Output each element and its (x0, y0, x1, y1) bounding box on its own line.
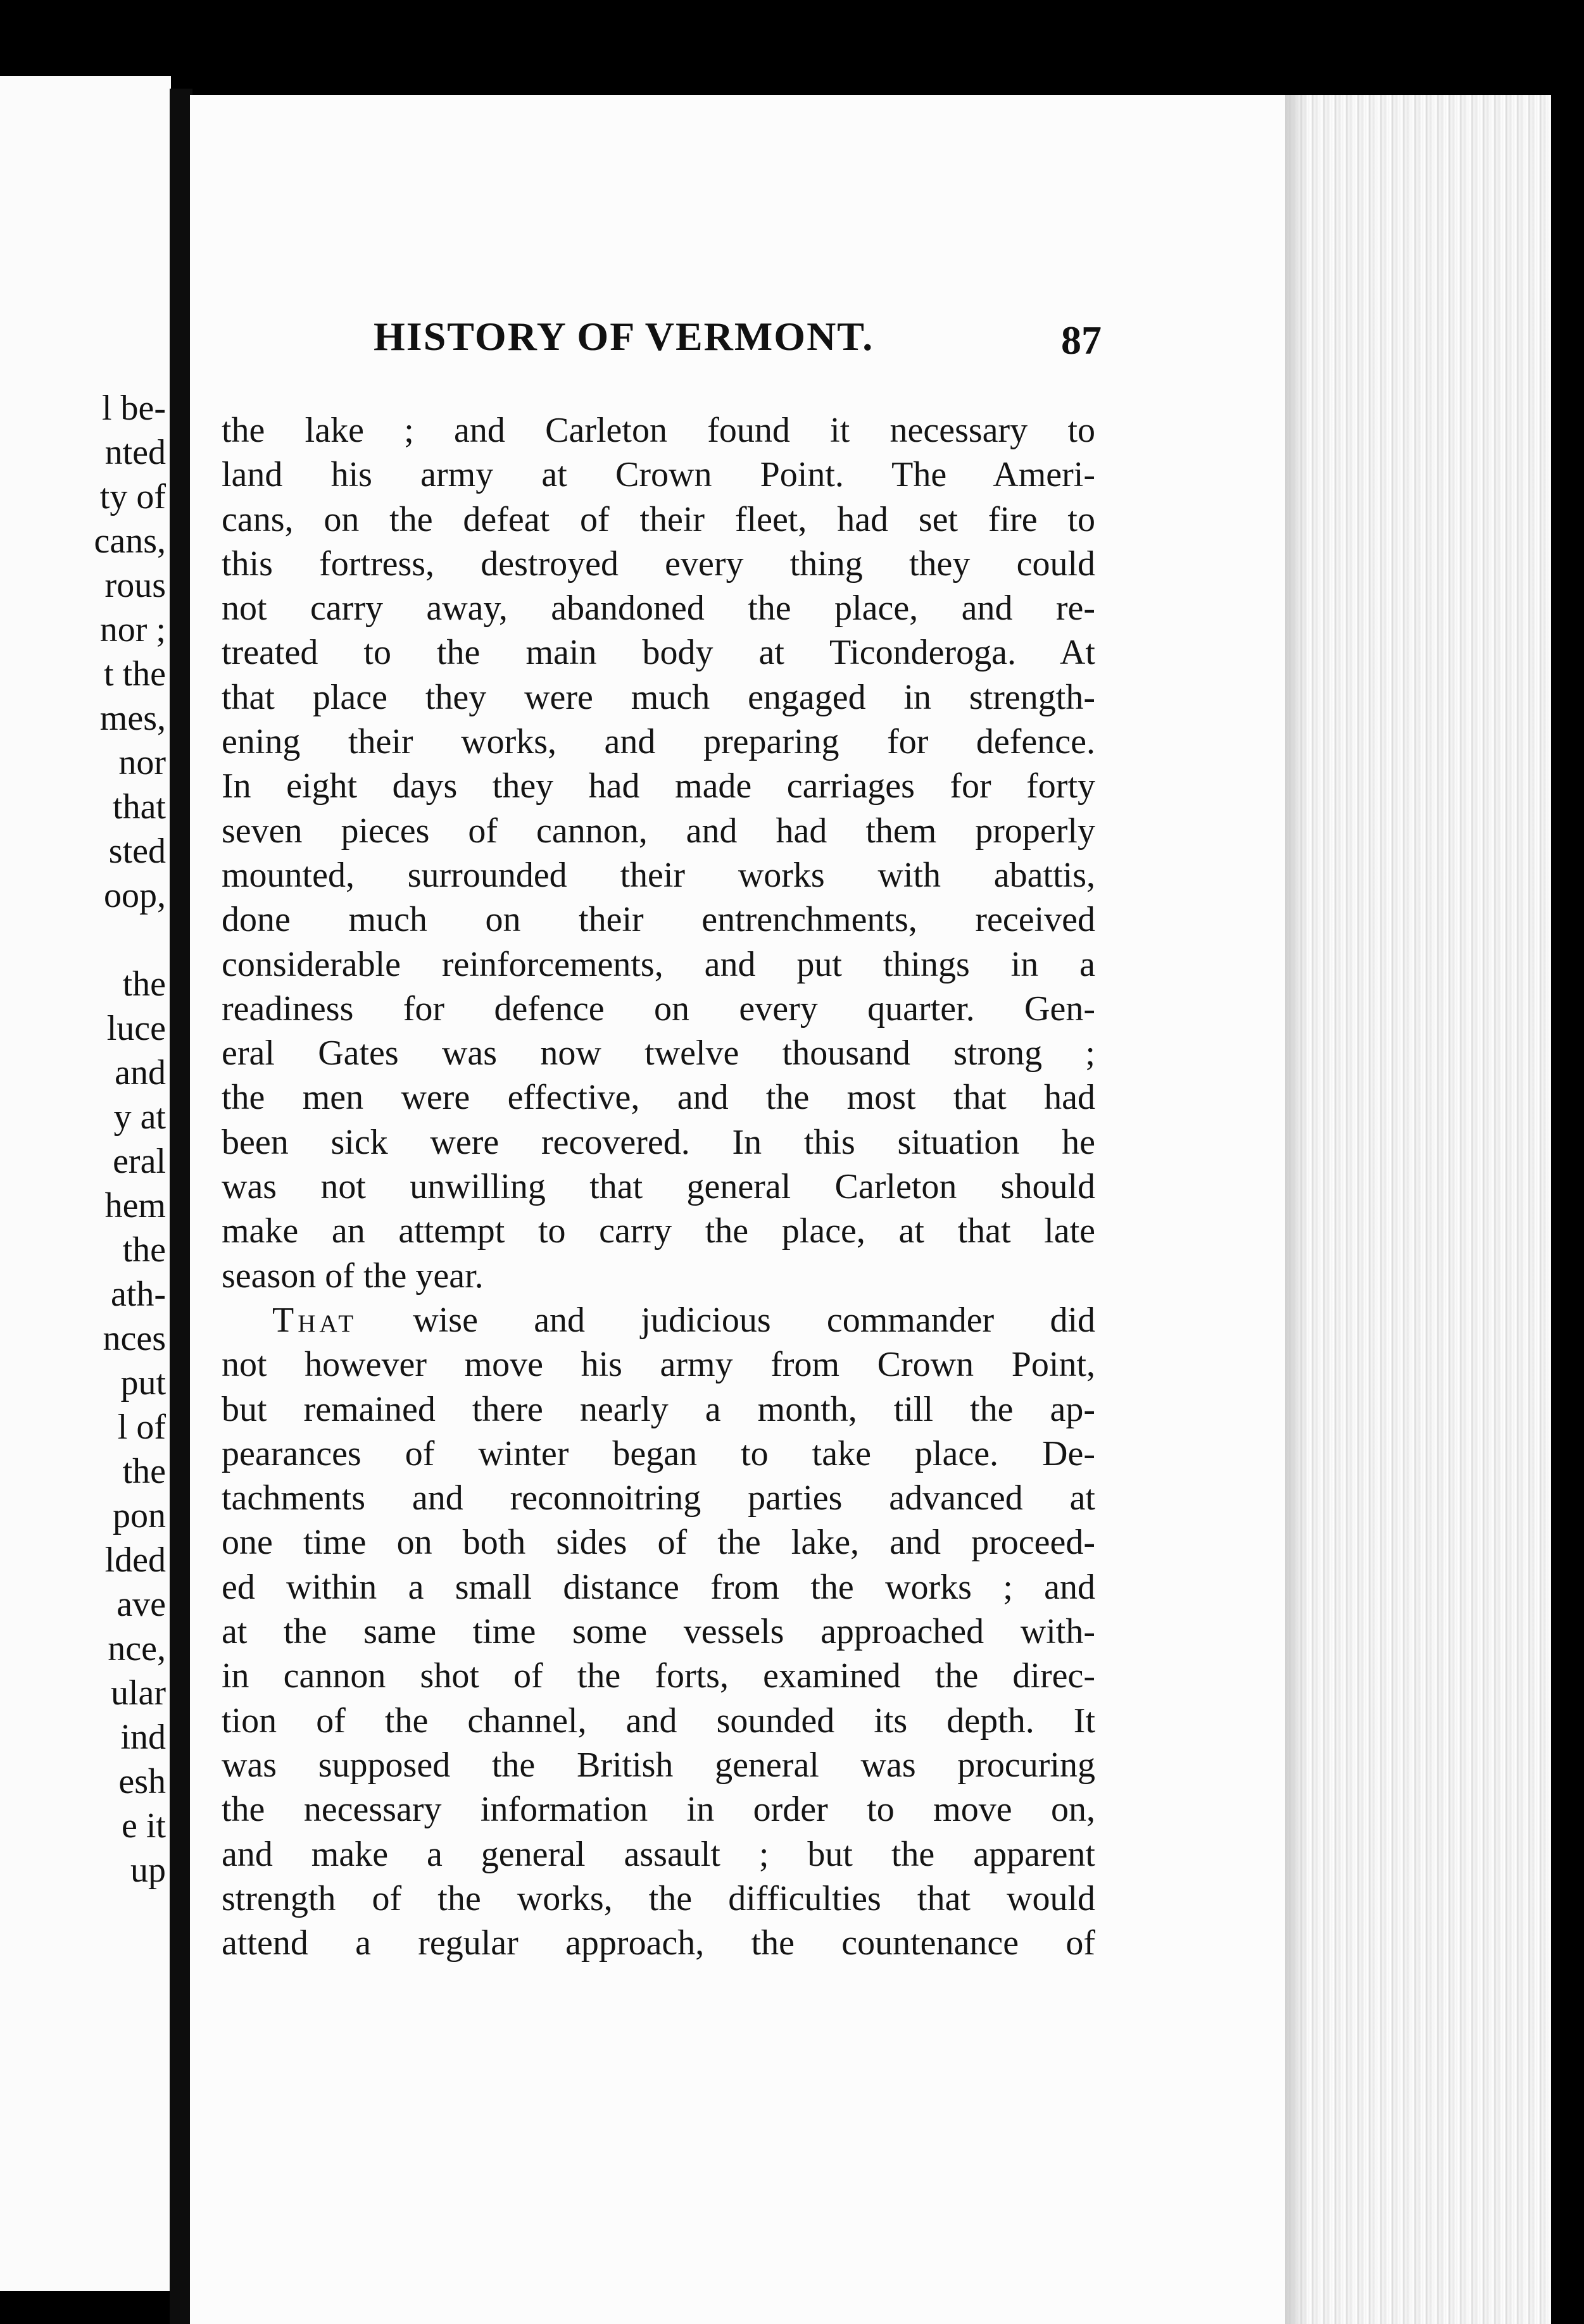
left-line: luce (106, 1009, 166, 1048)
text-line: the lake ; and Carleton found it necessary to (222, 411, 1095, 450)
left-line: the (122, 1230, 166, 1270)
left-line: and (115, 1053, 166, 1092)
left-line: the (122, 1452, 166, 1491)
left-line: ty of (99, 477, 166, 516)
left-line: ath- (110, 1275, 166, 1314)
text-line: ed within a small distance from the works ; and (222, 1567, 1095, 1607)
left-line: l be- (101, 389, 166, 428)
left-line: the (122, 965, 166, 1004)
left-line: up (130, 1851, 166, 1890)
running-title: HISTORY OF VERMONT. (374, 314, 874, 359)
left-line: that (113, 787, 166, 827)
text-line: land his army at Crown Point. The Ameri- (222, 455, 1095, 495)
left-line: hem (104, 1186, 166, 1225)
page-header (374, 313, 1102, 377)
text-line: the necessary information in order to move on, (222, 1790, 1095, 1830)
text-line: pearances of winter began to take place. De- (222, 1434, 1095, 1473)
text-line: eral Gates was now twelve thousand strong ; (222, 1034, 1095, 1073)
text-line: done much on their entrenchments, received (222, 900, 1095, 940)
left-line: ular (110, 1673, 166, 1713)
text-line: seven pieces of cannon, and had them properly (222, 811, 1095, 851)
left-line: nor ; (99, 610, 166, 649)
page-edges (1285, 95, 1551, 2324)
text-line: tion of the channel, and sounded its depth. It (222, 1701, 1095, 1740)
left-line: y at (113, 1097, 166, 1137)
left-line: nor (118, 743, 166, 782)
left-line: ave (116, 1585, 166, 1624)
text-line: tachments and reconnoitring parties advanced at (222, 1478, 1095, 1518)
left-line: nted (104, 433, 166, 472)
paragraph-start-line (222, 1298, 1095, 1342)
text-line: but remained there nearly a month, till the ap- (222, 1389, 1095, 1429)
text-line: In eight days they had made carriages for forty (222, 766, 1095, 806)
left-line: esh (118, 1762, 166, 1801)
left-line: pon (113, 1496, 166, 1535)
left-line: lded (104, 1540, 166, 1580)
text-line: one time on both sides of the lake, and proceed- (222, 1523, 1095, 1563)
text-line: not however move his army from Crown Point, (222, 1345, 1095, 1385)
text-line: make an attempt to carry the place, at that late (222, 1211, 1095, 1251)
text-line: mounted, surrounded their works with abattis, (222, 855, 1095, 895)
text-line: season of the year. (222, 1256, 484, 1296)
text-line: that place they were much engaged in strength- (222, 677, 1095, 717)
left-line (0, 918, 166, 962)
left-line: t the (104, 654, 166, 694)
page-number: 87 (1061, 318, 1102, 363)
left-line: oop, (104, 876, 166, 915)
text-line: the men were effective, and the most that had (222, 1078, 1095, 1118)
scan-background-top (0, 0, 1584, 89)
text-line: readiness for defence on every quarter. Gen- (222, 989, 1095, 1028)
text-line: considerable reinforcements, and put things in a (222, 944, 1095, 984)
paragraph-lead-word: That (272, 1300, 358, 1340)
text-line: at the same time some vessels approached with- (222, 1612, 1095, 1652)
text-line: was supposed the British general was procuring (222, 1745, 1095, 1785)
left-line: rous (104, 566, 166, 605)
text-line: ening their works, and preparing for defence. (222, 722, 1095, 762)
text-line: strength of the works, the difficulties that would (222, 1878, 1095, 1918)
text-line: and make a general assault ; but the apparent (222, 1834, 1095, 1874)
text-line: not carry away, abandoned the place, and re- (222, 589, 1095, 628)
text-line: been sick were recovered. In this situation he (222, 1122, 1095, 1162)
left-line: nces (103, 1319, 166, 1358)
text-line-rest: wise and judicious commander did (413, 1300, 1096, 1340)
left-line: e it (122, 1806, 166, 1846)
left-line: l of (117, 1408, 166, 1447)
text-line: in cannon shot of the forts, examined the direc- (222, 1656, 1095, 1696)
scan-background-right (1551, 0, 1584, 2324)
left-line: sted (108, 832, 166, 871)
book-gutter (170, 89, 192, 2324)
text-line: was not unwilling that general Carleton should (222, 1167, 1095, 1207)
left-line: ind (120, 1718, 166, 1757)
text-line: treated to the main body at Ticonderoga. At (222, 633, 1095, 673)
left-page-text (0, 386, 166, 1892)
text-line: cans, on the defeat of their fleet, had set fire to (222, 499, 1095, 539)
body-text (222, 408, 1095, 1965)
left-line: cans, (94, 522, 166, 561)
left-line: eral (113, 1142, 166, 1181)
page-edge-shadow (1285, 95, 1308, 2324)
text-line: this fortress, destroyed every thing they could (222, 544, 1095, 584)
text-line: attend a regular approach, the countenance of (222, 1923, 1095, 1963)
left-line: nce, (108, 1629, 166, 1668)
left-line: put (120, 1363, 166, 1403)
left-line: mes, (99, 699, 166, 738)
